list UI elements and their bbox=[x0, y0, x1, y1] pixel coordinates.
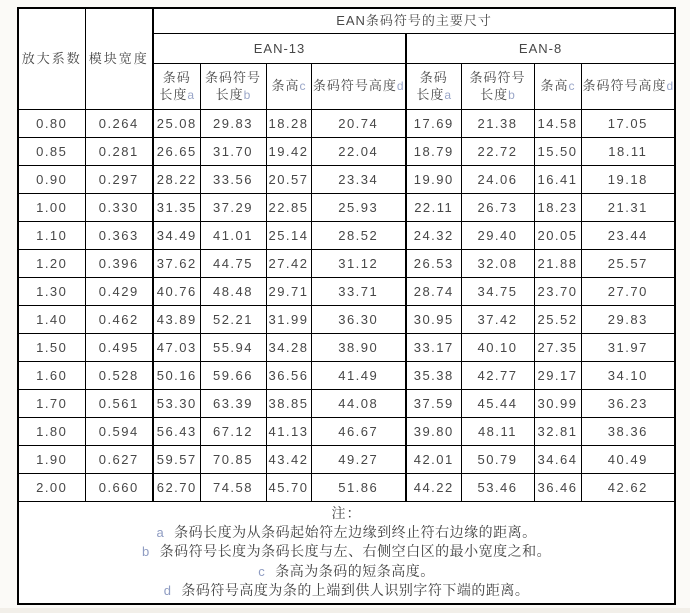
table-cell: 18.23 bbox=[534, 193, 581, 221]
table-cell: 19.90 bbox=[406, 165, 461, 193]
table-cell: 53.30 bbox=[153, 389, 200, 417]
note-line-c: c 条高为条码的短条高度。 bbox=[258, 562, 435, 579]
table-cell: 40.10 bbox=[461, 333, 534, 361]
table-cell: 48.48 bbox=[200, 277, 266, 305]
table-cell: 34.49 bbox=[153, 221, 200, 249]
table-cell: 26.73 bbox=[461, 193, 534, 221]
table-cell: 1.20 bbox=[18, 249, 85, 277]
note-line-d: d 条码符号高度为条的上端到供人识别字符下端的距离。 bbox=[163, 582, 530, 599]
table-cell: 18.28 bbox=[266, 109, 311, 137]
table-cell: 31.97 bbox=[581, 333, 675, 361]
table-cell: 0.363 bbox=[85, 221, 153, 249]
table-cell: 45.70 bbox=[266, 473, 311, 501]
table-cell: 43.42 bbox=[266, 445, 311, 473]
table-cell: 49.27 bbox=[311, 445, 406, 473]
column-sub-letter: c bbox=[299, 79, 306, 93]
table-cell: 45.44 bbox=[461, 389, 534, 417]
table-cell: 42.62 bbox=[581, 473, 675, 501]
table-cell: 25.52 bbox=[534, 305, 581, 333]
table-row bbox=[18, 333, 675, 361]
table-cell: 46.67 bbox=[311, 417, 406, 445]
table-cell: 19.18 bbox=[581, 165, 675, 193]
table-cell: 37.59 bbox=[406, 389, 461, 417]
table-cell: 40.49 bbox=[581, 445, 675, 473]
note-line-b: b 条码符号长度为条码长度与左、右侧空白区的最小宽度之和。 bbox=[141, 543, 552, 560]
table-cell: 55.94 bbox=[200, 333, 266, 361]
title-row bbox=[18, 8, 675, 33]
table-cell: 29.83 bbox=[200, 109, 266, 137]
table-cell: 32.81 bbox=[534, 417, 581, 445]
table-cell: 1.00 bbox=[18, 193, 85, 221]
table-cell: 38.36 bbox=[581, 417, 675, 445]
header-module-width: 模块宽度 bbox=[85, 8, 153, 109]
table-row bbox=[18, 137, 675, 165]
table-cell: 56.43 bbox=[153, 417, 200, 445]
table-cell: 41.01 bbox=[200, 221, 266, 249]
table-cell: 21.38 bbox=[461, 109, 534, 137]
note-line-a: a 条码长度为从条码起始符左边缘到终止符右边缘的距离。 bbox=[156, 523, 537, 540]
table-cell: 36.30 bbox=[311, 305, 406, 333]
table-cell: 16.41 bbox=[534, 165, 581, 193]
col-header-ean-8-c: 条高c bbox=[534, 63, 581, 109]
column-sub-letter: b bbox=[243, 87, 251, 102]
table-cell: 36.23 bbox=[581, 389, 675, 417]
table-cell: 42.77 bbox=[461, 361, 534, 389]
notes-list bbox=[19, 523, 674, 601]
table-cell: 0.281 bbox=[85, 137, 153, 165]
table-cell: 63.39 bbox=[200, 389, 266, 417]
notes-label: 注： bbox=[331, 504, 362, 521]
table-cell: 23.34 bbox=[311, 165, 406, 193]
table-row bbox=[18, 109, 675, 137]
column-sub-letter: d bbox=[666, 79, 674, 93]
column-sub-letter: a bbox=[187, 87, 195, 102]
table-cell: 0.85 bbox=[18, 137, 85, 165]
table-cell: 14.58 bbox=[534, 109, 581, 137]
table-row bbox=[18, 361, 675, 389]
table-cell: 1.40 bbox=[18, 305, 85, 333]
table-cell: 39.80 bbox=[406, 417, 461, 445]
col-header-ean-13-c: 条高c bbox=[266, 63, 311, 109]
table-cell: 59.66 bbox=[200, 361, 266, 389]
table-cell: 17.69 bbox=[406, 109, 461, 137]
table-cell: 0.627 bbox=[85, 445, 153, 473]
table-row bbox=[18, 165, 675, 193]
table-cell: 28.52 bbox=[311, 221, 406, 249]
table-cell: 1.50 bbox=[18, 333, 85, 361]
header-magnification-factor: 放大系数 bbox=[18, 8, 85, 109]
col-header-ean-8-b: 条码符号 长度b bbox=[461, 63, 534, 109]
table-cell: 30.95 bbox=[406, 305, 461, 333]
table-cell: 0.297 bbox=[85, 165, 153, 193]
table-cell: 0.396 bbox=[85, 249, 153, 277]
table-row bbox=[18, 277, 675, 305]
table-cell: 19.42 bbox=[266, 137, 311, 165]
table-cell: 22.85 bbox=[266, 193, 311, 221]
table-cell: 48.11 bbox=[461, 417, 534, 445]
table-cell: 25.93 bbox=[311, 193, 406, 221]
table-row bbox=[18, 249, 675, 277]
table-cell: 34.10 bbox=[581, 361, 675, 389]
table-cell: 44.08 bbox=[311, 389, 406, 417]
table-cell: 33.56 bbox=[200, 165, 266, 193]
table-cell: 1.10 bbox=[18, 221, 85, 249]
table-cell: 50.16 bbox=[153, 361, 200, 389]
table-cell: 37.29 bbox=[200, 193, 266, 221]
table-cell: 37.62 bbox=[153, 249, 200, 277]
table-cell: 40.76 bbox=[153, 277, 200, 305]
table-cell: 28.22 bbox=[153, 165, 200, 193]
table-cell: 41.49 bbox=[311, 361, 406, 389]
table-cell: 0.528 bbox=[85, 361, 153, 389]
table-cell: 17.05 bbox=[581, 109, 675, 137]
table-cell: 1.70 bbox=[18, 389, 85, 417]
table-cell: 35.38 bbox=[406, 361, 461, 389]
table-cell: 38.85 bbox=[266, 389, 311, 417]
table-cell: 34.28 bbox=[266, 333, 311, 361]
table-cell: 1.30 bbox=[18, 277, 85, 305]
table-cell: 36.46 bbox=[534, 473, 581, 501]
table-cell: 29.17 bbox=[534, 361, 581, 389]
table-cell: 43.89 bbox=[153, 305, 200, 333]
table-cell: 28.74 bbox=[406, 277, 461, 305]
table-cell: 24.06 bbox=[461, 165, 534, 193]
table-cell: 51.86 bbox=[311, 473, 406, 501]
table-cell: 30.99 bbox=[534, 389, 581, 417]
table-cell: 25.08 bbox=[153, 109, 200, 137]
table-row bbox=[18, 445, 675, 473]
table-cell: 31.35 bbox=[153, 193, 200, 221]
table-cell: 59.57 bbox=[153, 445, 200, 473]
table-cell: 42.01 bbox=[406, 445, 461, 473]
table-cell: 0.462 bbox=[85, 305, 153, 333]
table-cell: 62.70 bbox=[153, 473, 200, 501]
table-cell: 44.22 bbox=[406, 473, 461, 501]
table-cell: 0.429 bbox=[85, 277, 153, 305]
table-cell: 25.57 bbox=[581, 249, 675, 277]
table-cell: 22.11 bbox=[406, 193, 461, 221]
table-cell: 0.561 bbox=[85, 389, 153, 417]
table-cell: 29.71 bbox=[266, 277, 311, 305]
table-cell: 23.44 bbox=[581, 221, 675, 249]
table-cell: 33.71 bbox=[311, 277, 406, 305]
notes-row bbox=[18, 501, 675, 604]
column-sub-letter: b bbox=[508, 87, 515, 102]
table-cell: 22.72 bbox=[461, 137, 534, 165]
table-cell: 21.31 bbox=[581, 193, 675, 221]
table-cell: 70.85 bbox=[200, 445, 266, 473]
table-cell: 31.12 bbox=[311, 249, 406, 277]
table-cell: 52.21 bbox=[200, 305, 266, 333]
table-cell: 18.11 bbox=[581, 137, 675, 165]
table-cell: 47.03 bbox=[153, 333, 200, 361]
table-body bbox=[18, 109, 675, 501]
table-cell: 37.42 bbox=[461, 305, 534, 333]
table-cell: 29.83 bbox=[581, 305, 675, 333]
col-header-ean-8-d: 条码符号高度d bbox=[581, 63, 675, 109]
column-sub-letter: a bbox=[444, 87, 452, 102]
header-main-title: EAN条码符号的主要尺寸 bbox=[153, 8, 675, 33]
column-sub-letter: d bbox=[396, 79, 404, 93]
table-cell: 0.80 bbox=[18, 109, 85, 137]
col-header-ean-13-d: 条码符号高度d bbox=[311, 63, 406, 109]
table-row bbox=[18, 221, 675, 249]
table-cell: 26.65 bbox=[153, 137, 200, 165]
table-cell: 0.660 bbox=[85, 473, 153, 501]
table-cell: 20.57 bbox=[266, 165, 311, 193]
table-cell: 20.05 bbox=[534, 221, 581, 249]
table-cell: 31.99 bbox=[266, 305, 311, 333]
table-cell: 1.80 bbox=[18, 417, 85, 445]
bottom-strip bbox=[0, 608, 690, 613]
table-row bbox=[18, 305, 675, 333]
header-group-ean13: EAN-13 bbox=[153, 33, 406, 63]
table-cell: 15.50 bbox=[534, 137, 581, 165]
table-cell: 34.64 bbox=[534, 445, 581, 473]
notes-cell bbox=[18, 501, 675, 604]
table-cell: 41.13 bbox=[266, 417, 311, 445]
table-cell: 23.70 bbox=[534, 277, 581, 305]
table-cell: 1.60 bbox=[18, 361, 85, 389]
table-cell: 27.70 bbox=[581, 277, 675, 305]
table-row bbox=[18, 473, 675, 501]
table-header bbox=[18, 8, 675, 109]
table-cell: 22.04 bbox=[311, 137, 406, 165]
table-cell: 53.46 bbox=[461, 473, 534, 501]
table-cell: 74.58 bbox=[200, 473, 266, 501]
note-key: a bbox=[156, 524, 165, 540]
table-cell: 0.495 bbox=[85, 333, 153, 361]
table-row bbox=[18, 389, 675, 417]
table-cell: 18.79 bbox=[406, 137, 461, 165]
table-cell: 25.14 bbox=[266, 221, 311, 249]
table-row bbox=[18, 193, 675, 221]
table-cell: 0.594 bbox=[85, 417, 153, 445]
table-cell: 0.330 bbox=[85, 193, 153, 221]
table-cell: 26.53 bbox=[406, 249, 461, 277]
table-cell: 2.00 bbox=[18, 473, 85, 501]
header-group-ean8: EAN-8 bbox=[406, 33, 675, 63]
note-key: d bbox=[163, 583, 172, 599]
ean-dimensions-table bbox=[17, 7, 676, 605]
col-header-ean-8-a: 条码 长度a bbox=[406, 63, 461, 109]
table-cell: 27.42 bbox=[266, 249, 311, 277]
table-cell: 50.79 bbox=[461, 445, 534, 473]
table-cell: 38.90 bbox=[311, 333, 406, 361]
table-cell: 36.56 bbox=[266, 361, 311, 389]
table-cell: 24.32 bbox=[406, 221, 461, 249]
table-cell: 0.90 bbox=[18, 165, 85, 193]
col-header-ean-13-a: 条码 长度a bbox=[153, 63, 200, 109]
note-key: b bbox=[141, 544, 150, 560]
table-cell: 32.08 bbox=[461, 249, 534, 277]
table-cell: 31.70 bbox=[200, 137, 266, 165]
table-cell: 0.264 bbox=[85, 109, 153, 137]
table-cell: 20.74 bbox=[311, 109, 406, 137]
table-cell: 29.40 bbox=[461, 221, 534, 249]
table-cell: 44.75 bbox=[200, 249, 266, 277]
col-header-ean-13-b: 条码符号 长度b bbox=[200, 63, 266, 109]
note-key: c bbox=[258, 563, 266, 579]
table-cell: 27.35 bbox=[534, 333, 581, 361]
table-cell: 67.12 bbox=[200, 417, 266, 445]
table-cell: 21.88 bbox=[534, 249, 581, 277]
table-cell: 34.75 bbox=[461, 277, 534, 305]
table-cell: 33.17 bbox=[406, 333, 461, 361]
column-sub-letter: c bbox=[568, 79, 575, 93]
table-cell: 1.90 bbox=[18, 445, 85, 473]
table-row bbox=[18, 417, 675, 445]
